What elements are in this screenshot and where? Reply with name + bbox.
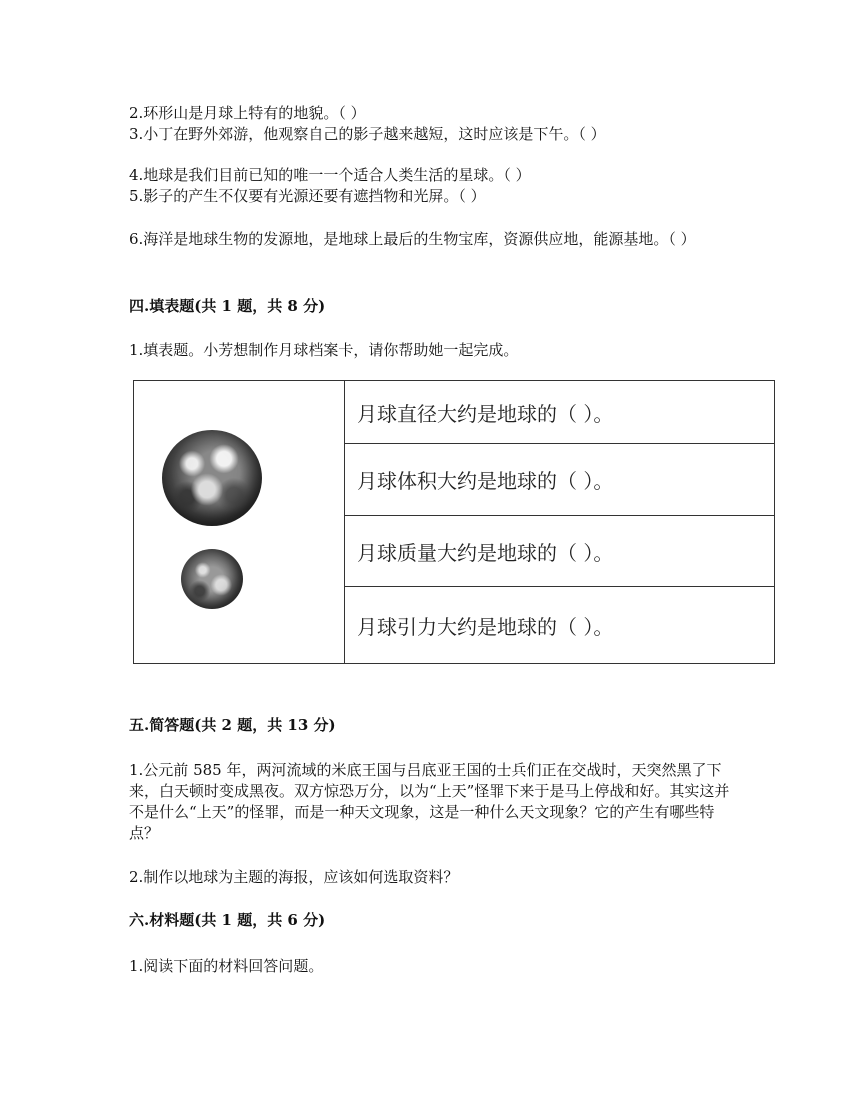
table-row-volume: 月球体积大约是地球的（ ）。 — [345, 444, 774, 516]
section5-heading: 五.简答题(共 2 题，共 13 分) — [129, 716, 336, 734]
table-row-diameter: 月球直径大约是地球的（ ）。 — [345, 381, 774, 444]
section4-question-1: 1.填表题。小芳想制作月球档案卡，请你帮助她一起完成。 — [129, 341, 519, 359]
judgement-item-6: 6.海洋是地球生物的发源地，是地球上最后的生物宝库，资源供应地，能源基地。（ ） — [129, 230, 696, 248]
table-row-gravity: 月球引力大约是地球的（ ）。 — [357, 614, 614, 639]
judgement-item-3: 3.小丁在野外郊游，他观察自己的影子越来越短，这时应该是下午。（ ） — [129, 125, 606, 143]
section6-question-1: 1.阅读下面的材料回答问题。 — [129, 957, 324, 975]
moon-profile-table — [133, 380, 775, 664]
table-rows — [345, 381, 774, 663]
section5-question-1: 1.公元前 585 年，两河流域的米底王国与吕底亚王国的士兵们正在交战时，天突然黑了下来，白天顿时变成黑夜。双方惊恐万分，以为“上天”怪罪下来于是马上停战和好。其实这并不是什么“上天”的怪罪，而是一种天文现象，这是一种什么天文现象？它的产生有哪些特点？ — [129, 761, 730, 842]
moon-image — [181, 549, 243, 609]
table-row-mass: 月球质量大约是地球的（ ）。 — [345, 516, 774, 587]
table-image-cell — [134, 381, 345, 663]
judgement-item-4: 4.地球是我们目前已知的唯一一个适合人类生活的星球。（ ） — [129, 166, 531, 184]
section6-heading: 六.材料题(共 1 题，共 6 分) — [129, 911, 326, 929]
section4-heading: 四.填表题(共 1 题，共 8 分) — [129, 297, 326, 315]
section5-question-2: 2.制作以地球为主题的海报，应该如何选取资料？ — [129, 868, 459, 886]
judgement-item-2: 2.环形山是月球上特有的地貌。（ ） — [129, 104, 366, 122]
earth-image — [162, 430, 262, 526]
judgement-item-5: 5.影子的产生不仅要有光源还要有遮挡物和光屏。（ ） — [129, 187, 486, 205]
